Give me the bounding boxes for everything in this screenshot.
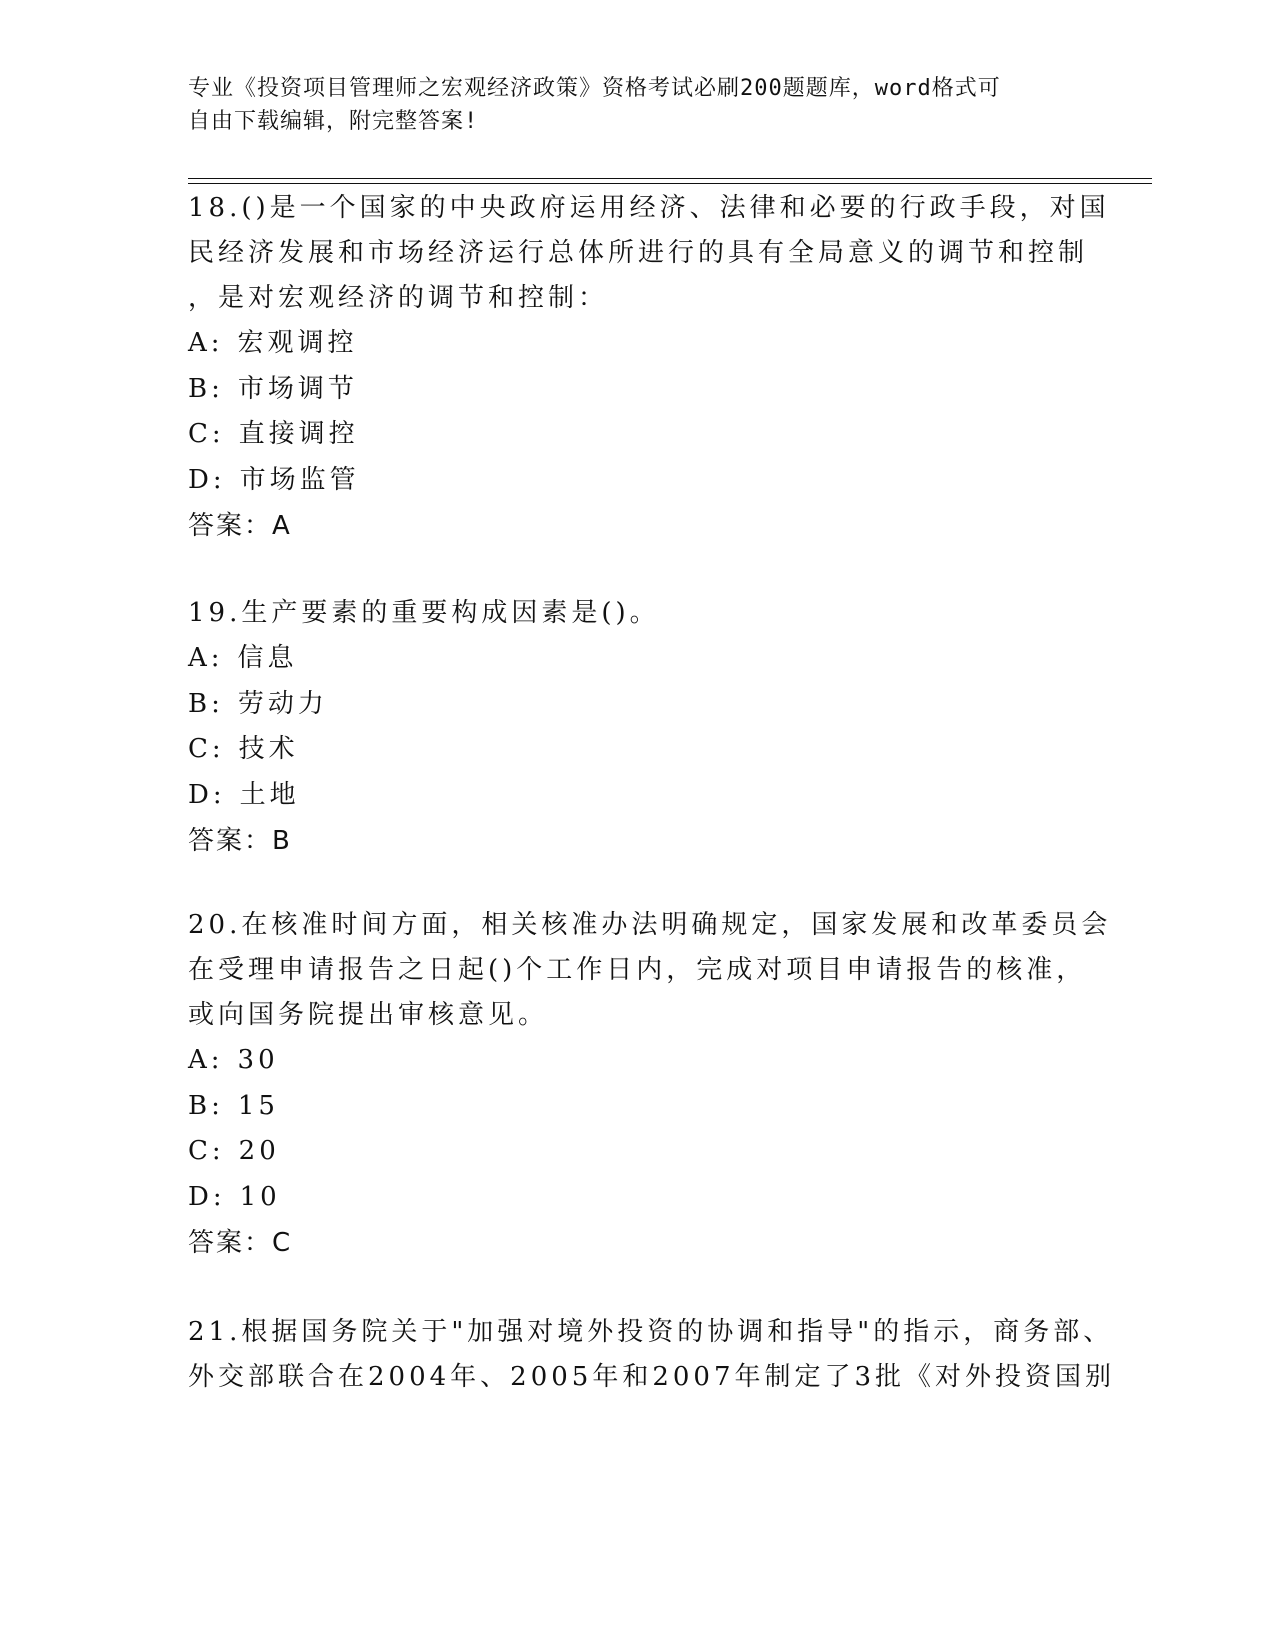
option-d: D: 土地 [188,779,300,810]
option-a: A: 宏观调控 [188,328,358,358]
question-stem-line: 在受理申请报告之日起()个工作日内，完成对项目申请报告的核准， [188,955,1087,985]
option-b: B: 市场调节 [188,373,358,404]
option-d: D: 市场监管 [188,464,360,495]
question-stem-line: 外交部联合在2004年、2005年和2007年制定了3批《对外投资国别 [188,1362,1116,1392]
option-c: C: 直接调控 [188,419,359,449]
option-b: B: 15 [188,1090,279,1121]
question-stem-line: 21.根据国务院关于"加强对境外投资的协调和指导"的指示，商务部、 [188,1317,1114,1347]
option-d: D: 10 [188,1181,281,1212]
question-stem-line: 18.()是一个国家的中央政府运用经济、法律和必要的行政手段，对国 [188,193,1110,223]
header-rule-top [188,178,1152,179]
question-stem-line: 或向国务院提出审核意见。 [188,1000,549,1030]
answer-line: 答案：B [188,826,292,856]
question-stem-line: ，是对宏观经济的调节和控制： [188,283,609,313]
header-rule-bottom [188,183,1152,184]
option-a: A: 信息 [188,643,298,673]
option-c: C: 技术 [188,734,299,764]
option-b: B: 劳动力 [188,688,328,719]
question-19 [188,591,1078,864]
option-a: A: 30 [188,1045,279,1075]
question-18 [188,186,1110,549]
question-stem-line: 19.生产要素的重要构成因素是()。 [188,598,660,628]
header-line-2: 自由下载编辑，附完整答案! [188,109,479,134]
question-stem-line: 20.在核准时间方面，相关核准办法明确规定，国家发展和改革委员会 [188,910,1112,940]
option-c: C: 20 [188,1136,280,1166]
document-header [188,72,1068,138]
question-stem-line: 民经济发展和市场经济运行总体所进行的具有全局意义的调节和控制 [188,238,1089,268]
header-line-1: 专业《投资项目管理师之宏观经济政策》资格考试必刷200题题库，word格式可 [188,76,1001,101]
question-20 [188,903,1112,1266]
question-21 [188,1310,1116,1400]
answer-line: 答案：C [188,1228,293,1258]
answer-line: 答案：A [188,511,292,541]
